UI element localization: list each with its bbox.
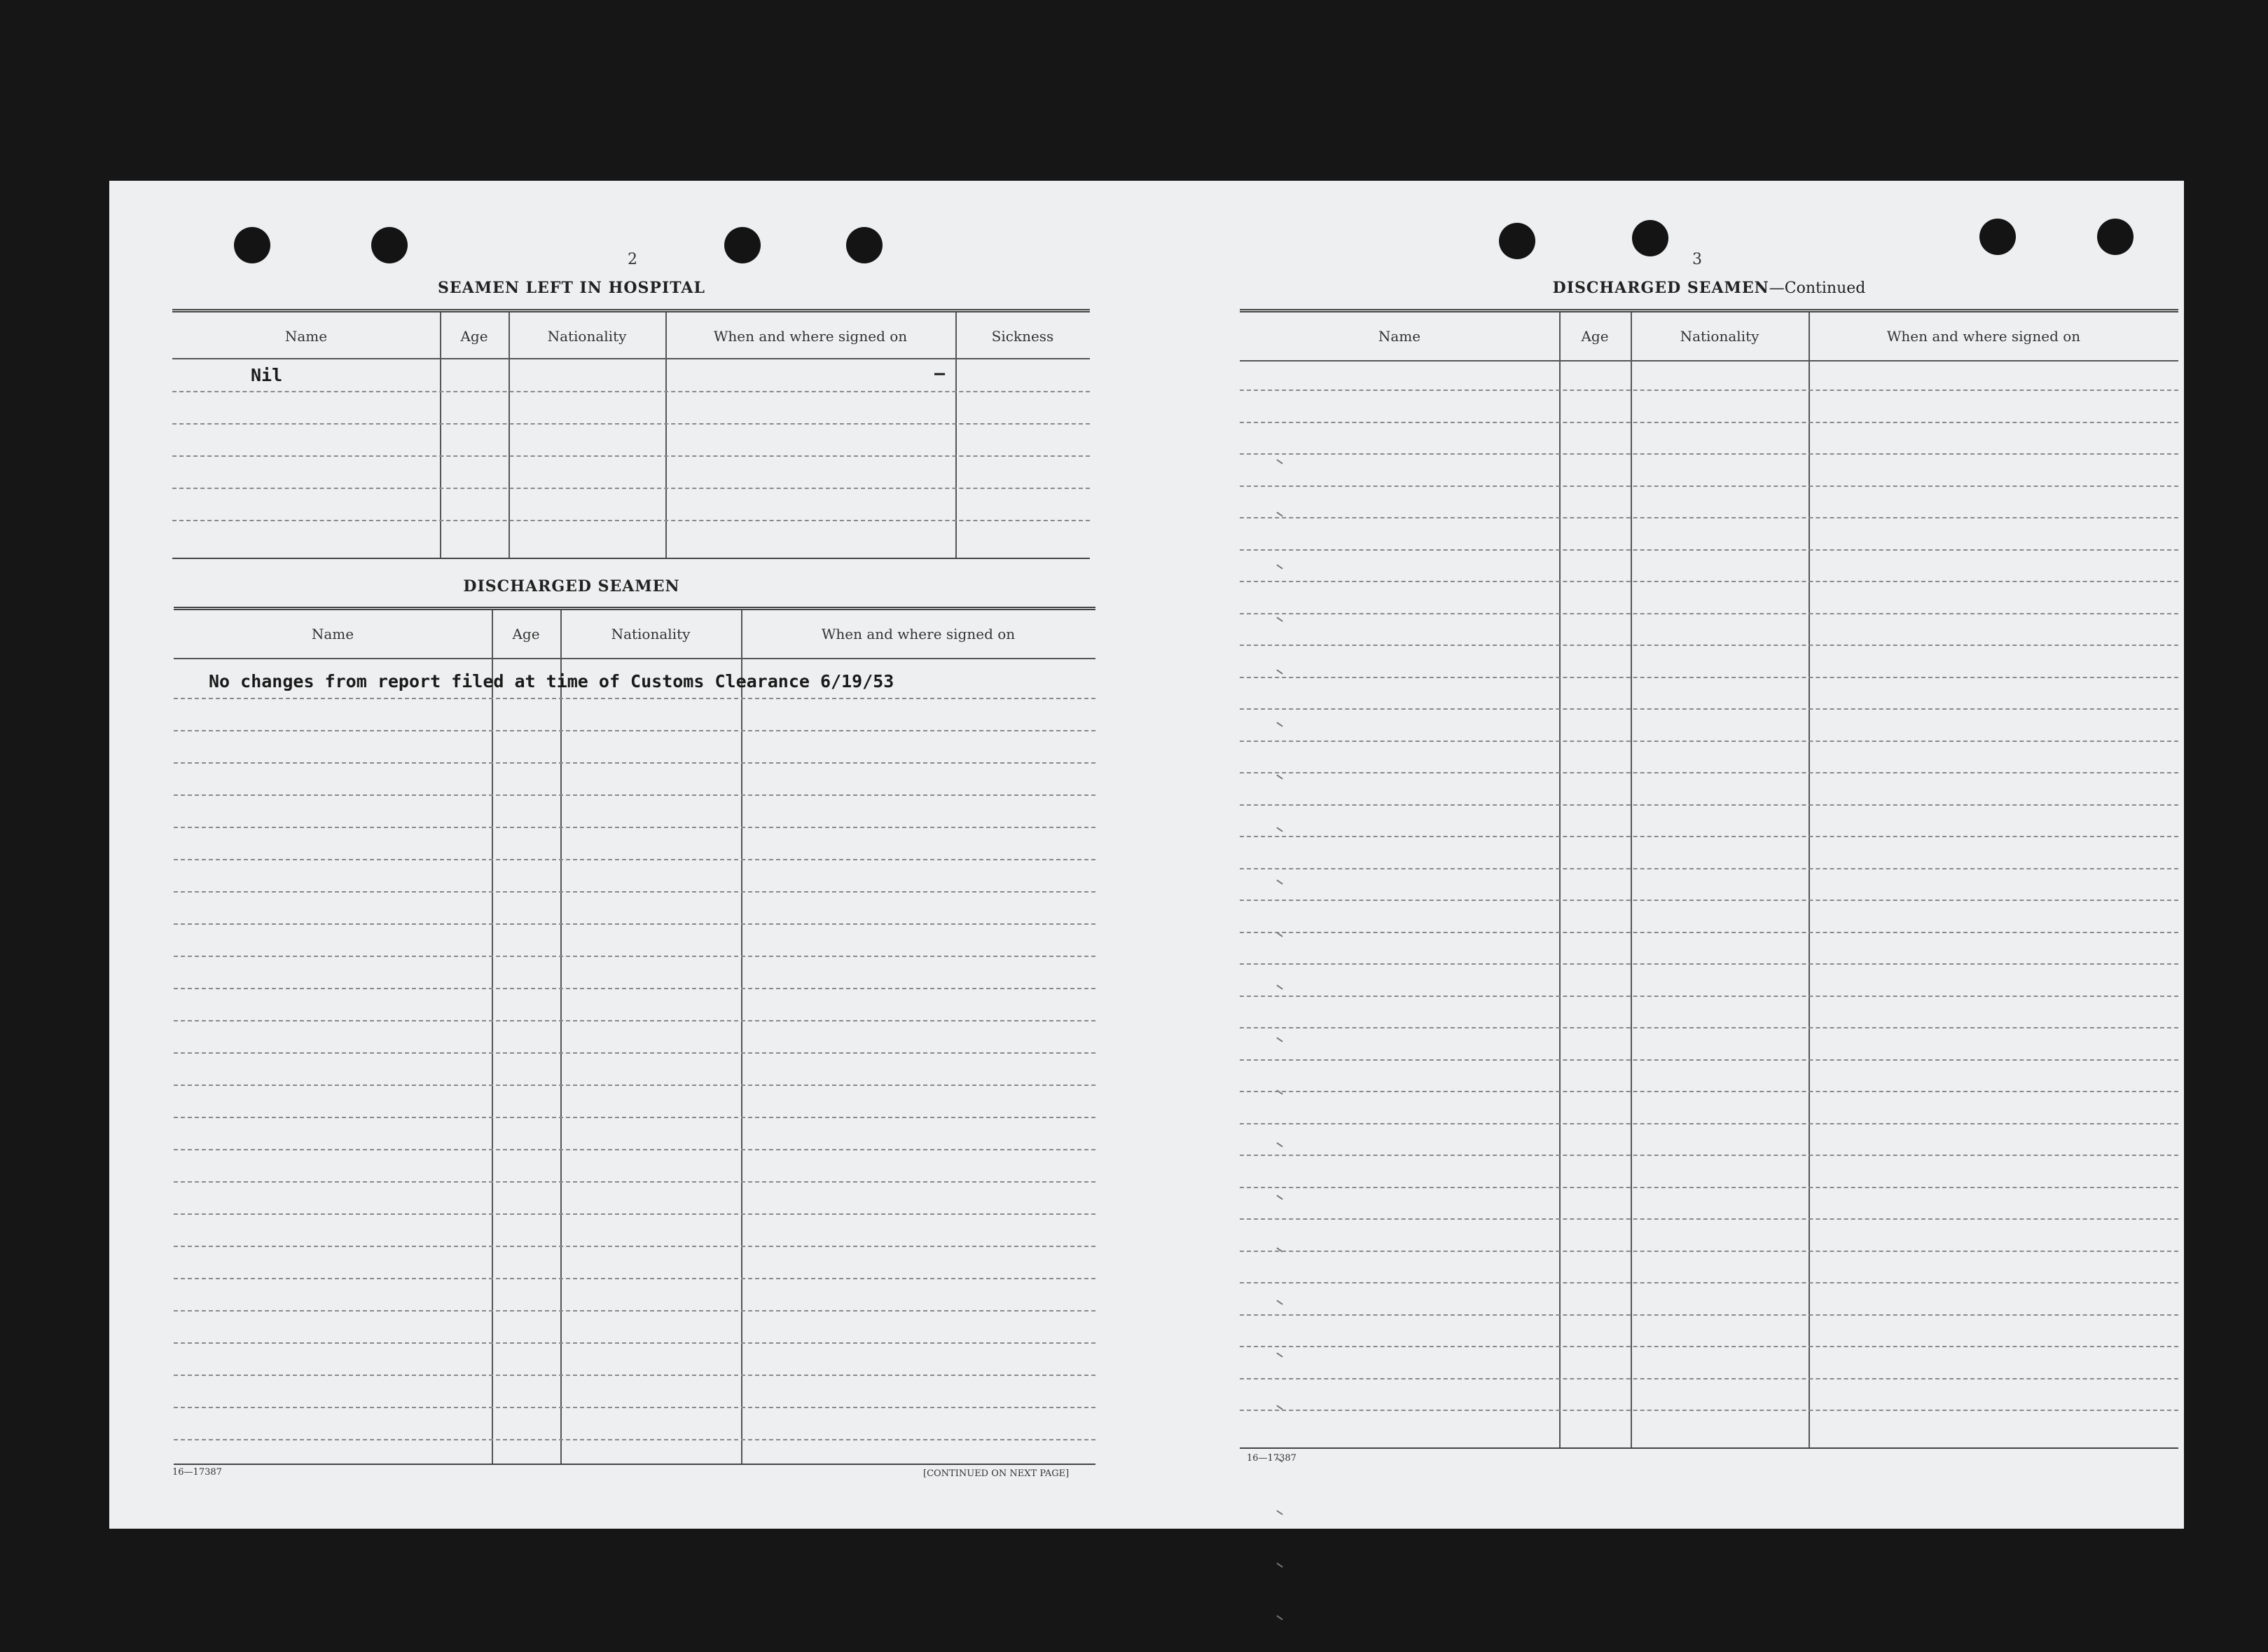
- column-divider: [492, 610, 493, 1464]
- ruled-line: [1240, 645, 2178, 646]
- page-number-right: 3: [1692, 251, 1702, 268]
- col-signed-on: When and where signed on: [1886, 328, 2081, 345]
- hospital-table: [172, 309, 1090, 559]
- ruled-line: [174, 859, 1095, 860]
- ruled-line: [1240, 1155, 2178, 1156]
- col-nationality: Nationality: [1680, 328, 1759, 345]
- ruled-line: [172, 455, 1090, 457]
- column-divider: [560, 610, 562, 1464]
- ruled-line: [172, 520, 1090, 521]
- punch-hole: [371, 227, 408, 263]
- ruled-line: [174, 1052, 1095, 1054]
- punch-hole: [1979, 219, 2016, 255]
- discharged-section-title: DISCHARGED SEAMEN: [463, 577, 680, 596]
- column-divider: [1559, 312, 1561, 1447]
- ruled-line: [1240, 868, 2178, 869]
- discharged-entry: No changes from report filed at time of Customs Clearance 6/19/53: [209, 671, 894, 691]
- continued-suffix: —Continued: [1769, 280, 1866, 297]
- ruled-line: [174, 1342, 1095, 1344]
- ruled-line: [1240, 741, 2178, 742]
- ruled-line: [1240, 1282, 2178, 1283]
- col-sickness: Sickness: [991, 328, 1054, 345]
- ruled-line: [174, 827, 1095, 828]
- ruled-line: [1240, 996, 2178, 997]
- punch-hole: [234, 227, 270, 263]
- ruled-line: [1240, 422, 2178, 423]
- ruled-line: [174, 1375, 1095, 1376]
- ruled-line: [174, 1117, 1095, 1118]
- col-age: Age: [1581, 328, 1609, 345]
- punch-hole: [1632, 220, 1668, 256]
- ruled-line: [172, 423, 1090, 425]
- ruled-line: [174, 698, 1095, 699]
- ruled-line: [1240, 708, 2178, 710]
- col-nationality: Nationality: [611, 626, 691, 642]
- col-signed-on: When and where signed on: [821, 626, 1016, 642]
- discharged-continued-title: [1240, 279, 2178, 297]
- ruled-line: [1240, 1218, 2178, 1220]
- column-divider: [1809, 312, 1810, 1447]
- ruled-line: [1240, 772, 2178, 773]
- col-name: Name: [1378, 328, 1421, 345]
- ruled-line: [1240, 804, 2178, 806]
- punch-hole: [846, 227, 883, 263]
- ruled-line: [1240, 549, 2178, 551]
- ruled-line: [174, 1407, 1095, 1408]
- form-number-left: 16—17387: [172, 1467, 222, 1478]
- punch-hole: [2097, 219, 2134, 255]
- ruled-line: [1240, 677, 2178, 678]
- ruled-line: [1240, 1027, 2178, 1028]
- ruled-line: [1240, 1123, 2178, 1124]
- ruled-line: [1240, 1091, 2178, 1092]
- ruled-line: [1240, 1346, 2178, 1347]
- discharged-table: [174, 607, 1095, 1465]
- ruled-line: [174, 1085, 1095, 1086]
- ruled-line: [1240, 1378, 2178, 1379]
- page-number-left: 2: [628, 251, 637, 268]
- col-name: Name: [284, 328, 328, 345]
- column-divider: [1631, 312, 1632, 1447]
- discharged-continued-table: [1240, 309, 2178, 1449]
- header-divider: [172, 358, 1090, 359]
- spine-mark: [1276, 1615, 1282, 1620]
- punch-hole: [724, 227, 761, 263]
- ruled-line: [174, 956, 1095, 957]
- ruled-line: [1240, 932, 2178, 933]
- col-name: Name: [311, 626, 354, 642]
- ruled-line: [174, 1439, 1095, 1440]
- ruled-line: [174, 1020, 1095, 1021]
- ruled-line: [1240, 1251, 2178, 1252]
- ruled-line: [174, 923, 1095, 925]
- discharged-continued-title-text: DISCHARGED SEAMEN: [1552, 279, 1769, 297]
- col-signed-on: When and where signed on: [713, 328, 908, 345]
- ruled-line: [172, 391, 1090, 392]
- ruled-line: [1240, 1410, 2178, 1411]
- ruled-line: [174, 1310, 1095, 1312]
- ruled-line: [174, 1246, 1095, 1247]
- ruled-line: [174, 1149, 1095, 1150]
- ruled-line: [1240, 1314, 2178, 1316]
- ruled-line: [1240, 613, 2178, 614]
- ruled-line: [1240, 453, 2178, 455]
- ruled-line: [174, 988, 1095, 989]
- col-age: Age: [460, 328, 488, 345]
- column-divider: [741, 610, 742, 1464]
- ruled-line: [174, 1213, 1095, 1215]
- ruled-line: [172, 488, 1090, 489]
- continued-note: [CONTINUED ON NEXT PAGE]: [923, 1468, 1070, 1479]
- form-paper: [109, 181, 2184, 1529]
- ruled-line: [1240, 390, 2178, 391]
- hospital-entry-name: Nil: [251, 365, 283, 385]
- spine-mark: [1276, 1510, 1282, 1515]
- col-nationality: Nationality: [547, 328, 627, 345]
- header-divider: [1240, 360, 2178, 362]
- ruled-line: [174, 730, 1095, 731]
- ruled-line: [174, 762, 1095, 764]
- ruled-line: [1240, 486, 2178, 487]
- ruled-line: [1240, 900, 2178, 901]
- hospital-section-title: SEAMEN LEFT IN HOSPITAL: [438, 279, 705, 297]
- ruled-line: [174, 1278, 1095, 1279]
- col-age: Age: [512, 626, 540, 642]
- punch-hole: [1499, 223, 1535, 259]
- ruled-line: [1240, 836, 2178, 837]
- ruled-line: [1240, 517, 2178, 518]
- ruled-line: [1240, 581, 2178, 582]
- ruled-line: [1240, 1059, 2178, 1061]
- ruled-line: [174, 794, 1095, 796]
- ruled-line: [174, 891, 1095, 893]
- ruled-line: [1240, 963, 2178, 965]
- ruled-line: [174, 1181, 1095, 1183]
- form-number-right: 16—17387: [1247, 1453, 1297, 1464]
- hospital-entry-dash: –: [934, 363, 946, 383]
- ruled-line: [1240, 1187, 2178, 1188]
- header-divider: [174, 658, 1095, 659]
- spine-mark: [1276, 1562, 1282, 1567]
